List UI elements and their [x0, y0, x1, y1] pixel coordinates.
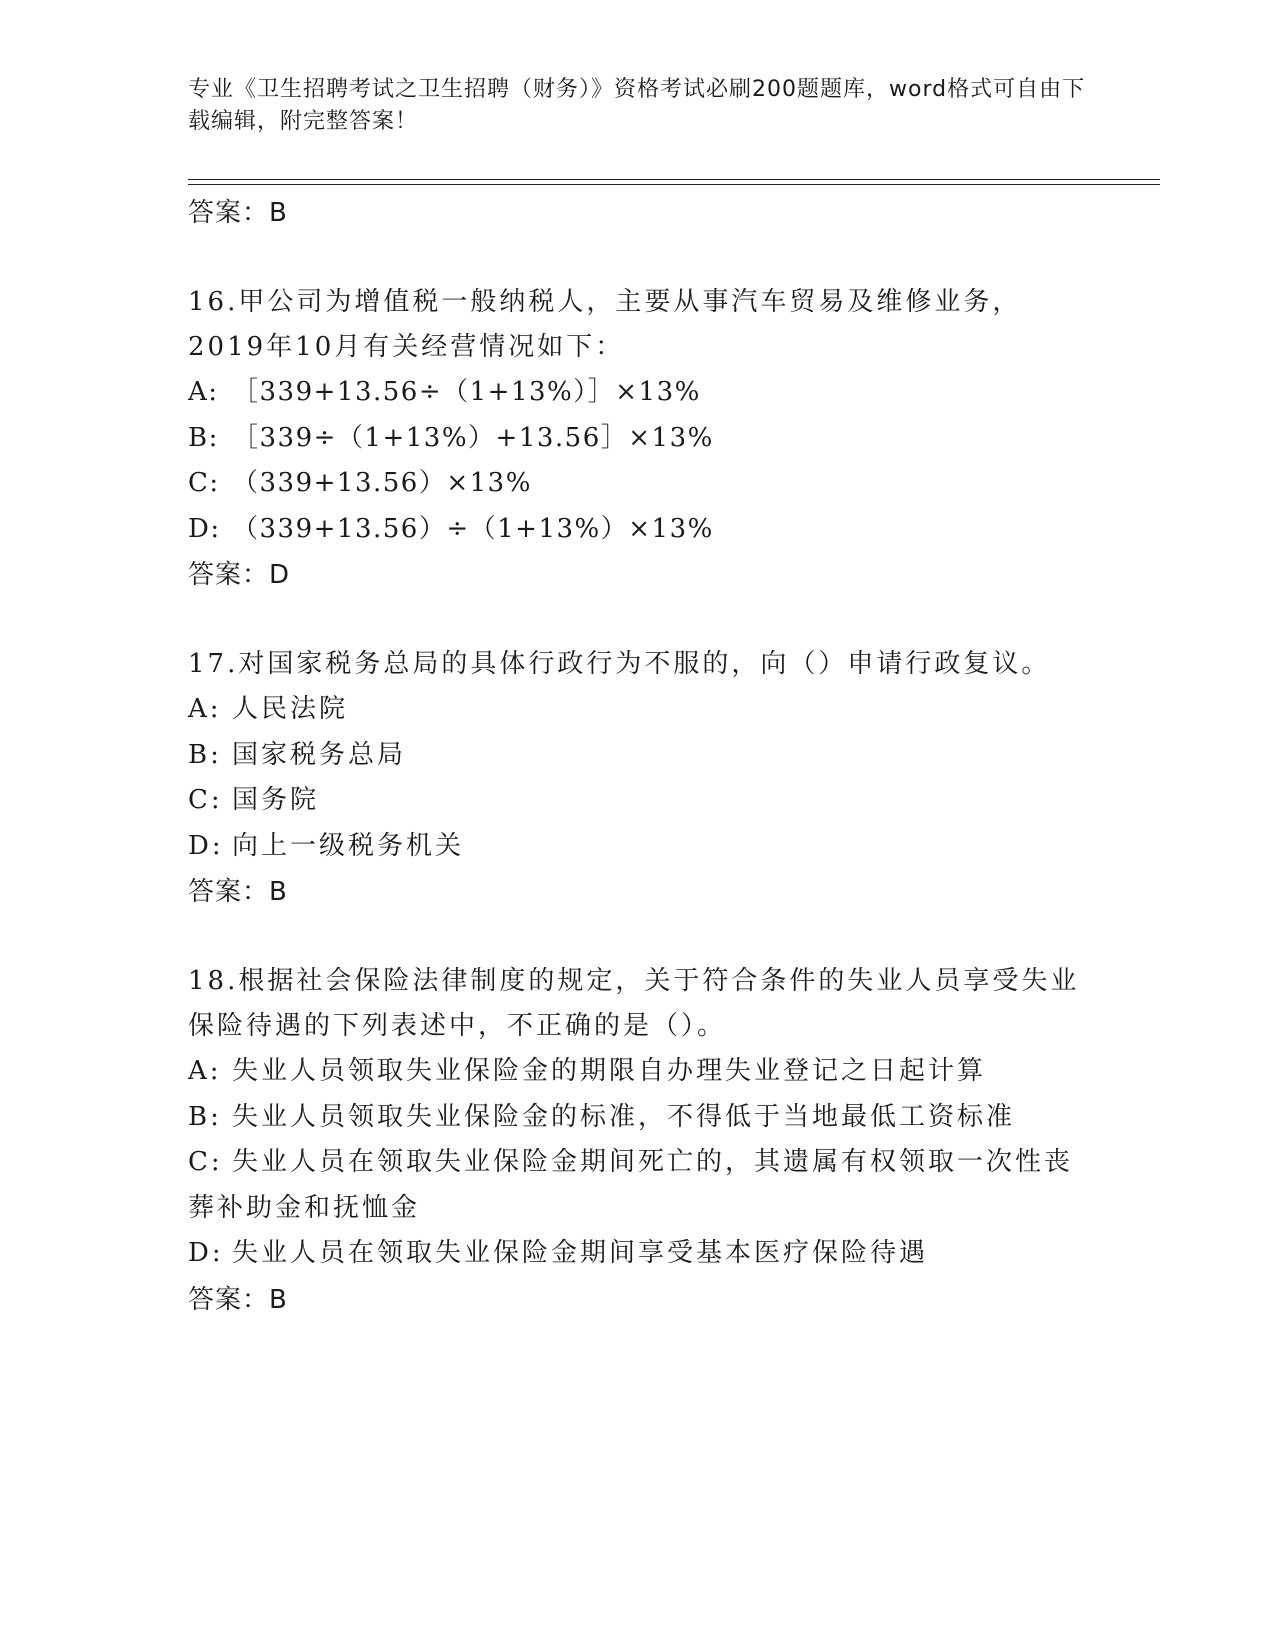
- option-text: （339+13.56）×13%: [232, 468, 532, 498]
- option-text: 国家税务总局: [232, 739, 407, 770]
- answer-line: 答案：B: [188, 198, 288, 228]
- option-text: 向上一级税务机关: [232, 830, 465, 861]
- option-c: [188, 778, 1088, 824]
- option-text: （339+13.56）÷（1+13%）×13%: [232, 513, 714, 544]
- answer-line: 答案：B: [188, 1284, 288, 1315]
- answer-line: 答案：B: [188, 877, 288, 907]
- header-rule-bottom: [188, 184, 1160, 185]
- option-key: D:: [188, 513, 221, 544]
- option-text: 失业人员在领取失业保险金期间享受基本医疗保险待遇: [232, 1238, 929, 1268]
- document-body: [188, 190, 1088, 1323]
- option-b: [188, 416, 1088, 462]
- option-text: 失业人员领取失业保险金的期限自办理失业登记之日起计算: [232, 1056, 987, 1086]
- option-a: [188, 370, 1088, 416]
- option-text: 国务院: [232, 785, 320, 815]
- option-d: [188, 824, 1088, 870]
- option-key: B:: [188, 422, 219, 453]
- option-d: [188, 1231, 1088, 1277]
- option-key: A:: [188, 1056, 222, 1086]
- option-key: D:: [188, 1238, 224, 1268]
- question-16: [188, 280, 1088, 598]
- option-text: 失业人员领取失业保险金的标准，不得低于当地最低工资标准: [232, 1101, 1016, 1132]
- option-key: D:: [188, 830, 224, 861]
- document-header: 专业《卫生招聘考试之卫生招聘（财务）》资格考试必刷200题题库，word格式可自由下载编辑，附完整答案！: [188, 77, 1086, 134]
- question-stem: 16.甲公司为增值税一般纳税人，主要从事汽车贸易及维修业务，2019年10月有关经营情况如下：: [188, 287, 1022, 362]
- option-text: ［339÷（1+13%）+13.56］×13%: [232, 422, 714, 453]
- question-stem: 18.根据社会保险法律制度的规定，关于符合条件的失业人员享受失业保险待遇的下列表述中，不正确的是（）。: [188, 966, 1080, 1041]
- option-text: ［339+13.56÷（1+13%）］×13%: [232, 377, 701, 407]
- option-text: 失业人员在领取失业保险金期间死亡的，其遗属有权领取一次性丧葬补助金和抚恤金: [188, 1147, 1074, 1223]
- option-b: [188, 1095, 1088, 1141]
- option-d: [188, 507, 1088, 553]
- option-c: [188, 461, 1088, 507]
- option-key: C:: [188, 1147, 223, 1177]
- option-a: [188, 687, 1088, 733]
- option-key: A:: [188, 377, 219, 407]
- option-key: C:: [188, 468, 220, 498]
- question-17: [188, 642, 1088, 915]
- option-key: B:: [188, 739, 222, 770]
- option-a: [188, 1049, 1088, 1095]
- option-b: [188, 733, 1088, 779]
- option-text: 人民法院: [232, 694, 349, 724]
- header-rule-top: [188, 179, 1160, 180]
- option-c: [188, 1140, 1088, 1231]
- question-stem: 17.对国家税务总局的具体行政行为不服的，向（）申请行政复议。: [188, 649, 1051, 679]
- option-key: B:: [188, 1101, 222, 1132]
- answer-line: 答案：D: [188, 560, 291, 590]
- option-key: A:: [188, 694, 222, 724]
- question-18: [188, 959, 1088, 1323]
- option-key: C:: [188, 785, 223, 815]
